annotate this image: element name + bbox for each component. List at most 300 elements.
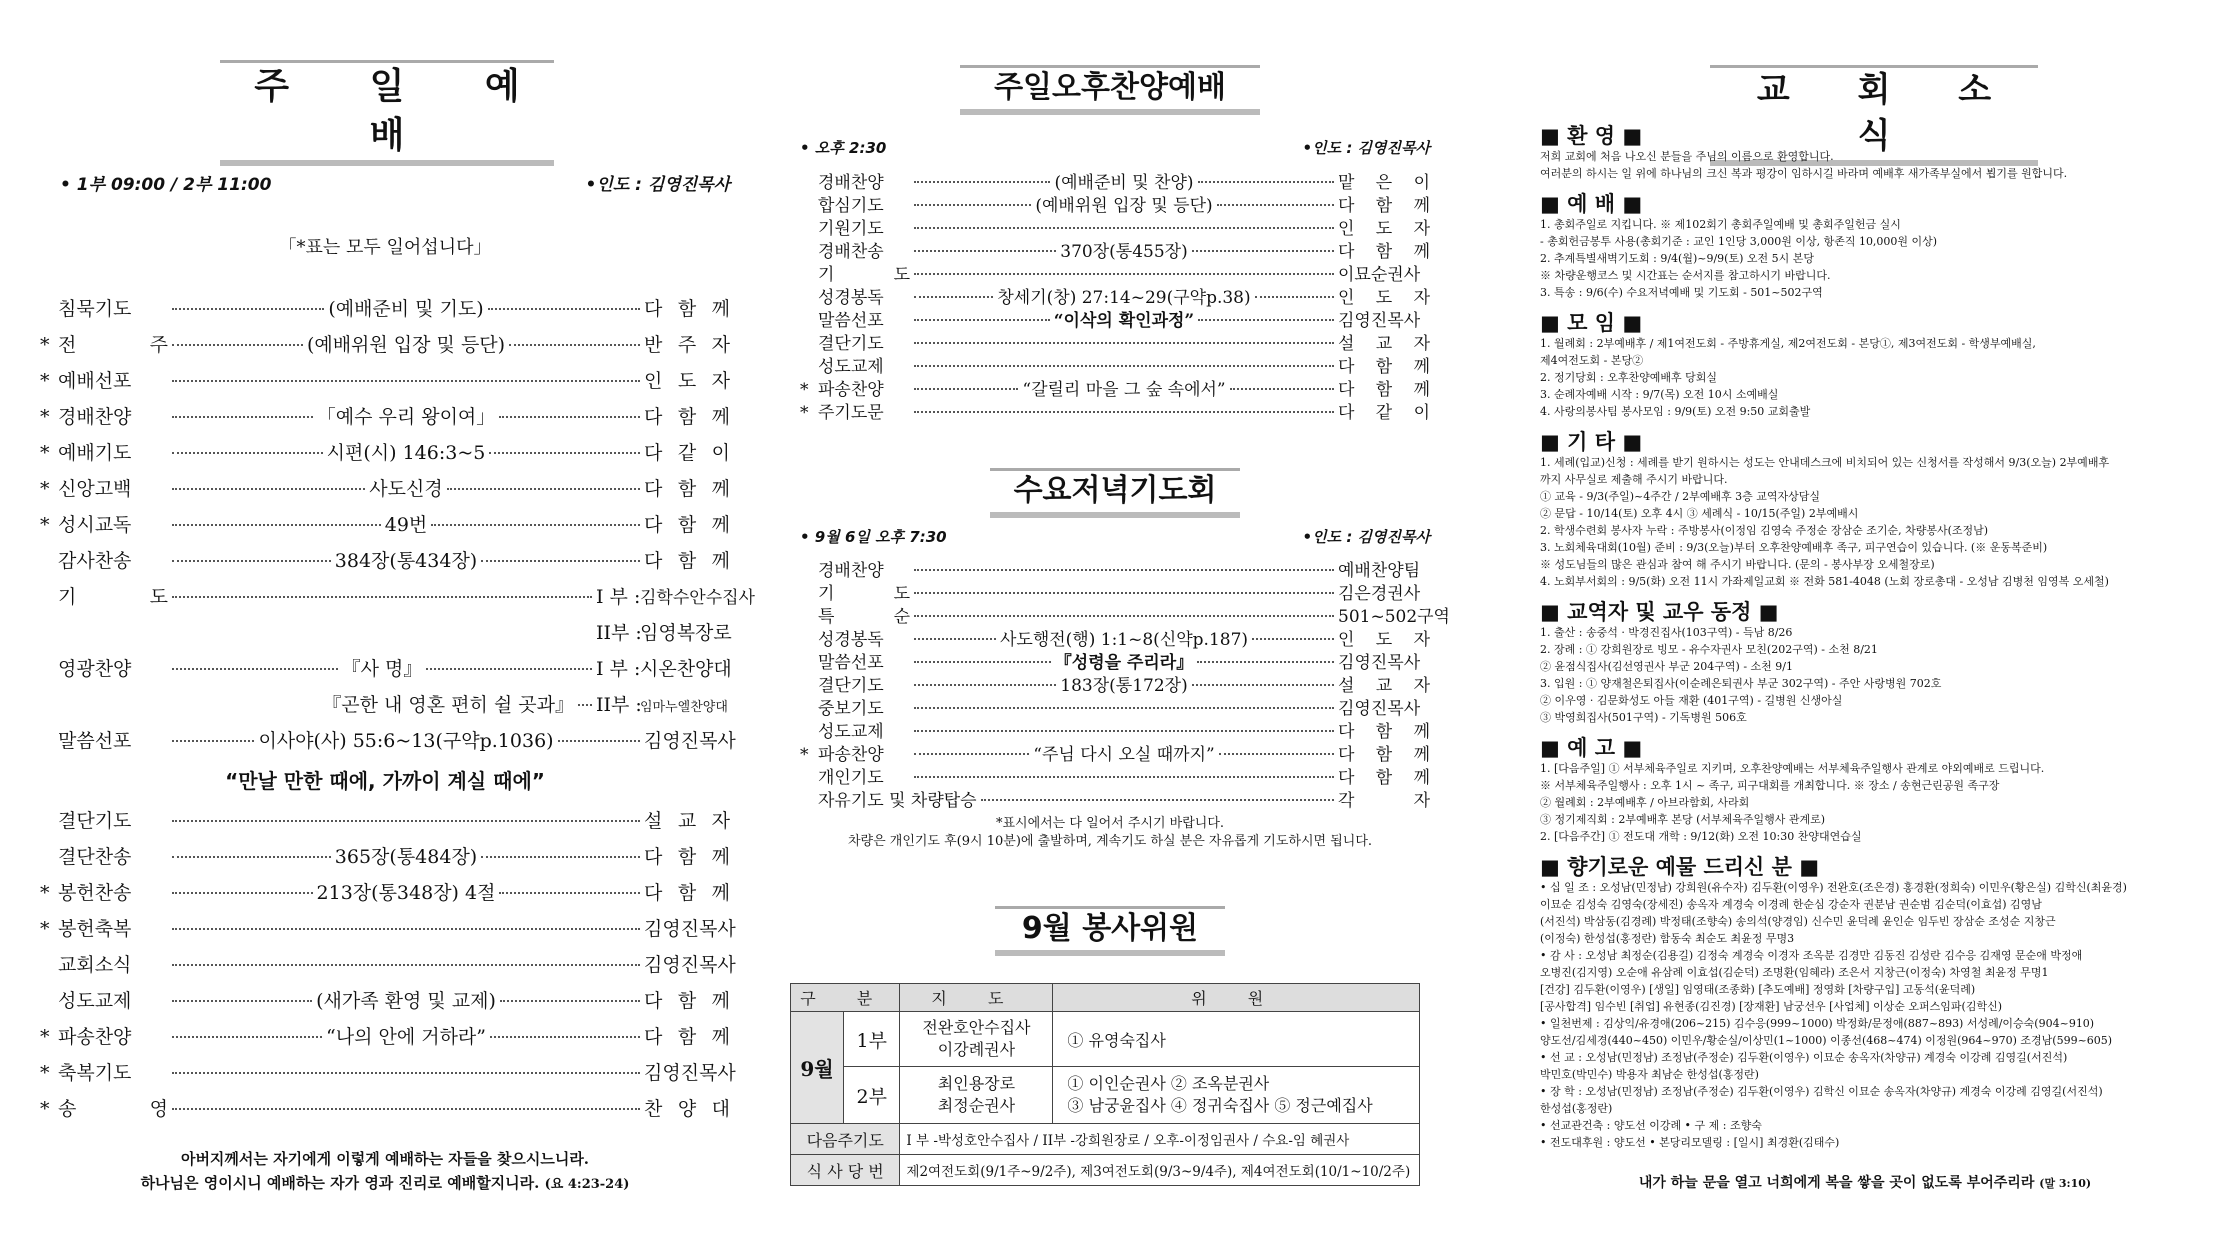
news-line: (서진석) 박삼동(김경례) 박정태(조향숙) 송의석(양경임) 신수민 윤덕례 윤인순 임두빈 장삼순 조성순 지창근 xyxy=(1540,915,2056,928)
order-item-name: 결단기도 xyxy=(818,334,884,354)
order-row xyxy=(800,556,1430,579)
order-item-leader: 설 교 자 xyxy=(1338,676,1430,696)
dotted-leader xyxy=(172,928,640,930)
order-item-leader: 찬 양 대 xyxy=(644,1098,730,1120)
dotted-leader xyxy=(172,344,303,346)
next-prayer-value: I 부 -박성호안수집사 / II부 -강희원장로 / 오후-이정임권사 / 수요-임 혜권사 xyxy=(900,1124,1420,1155)
dotted-leader xyxy=(499,892,640,894)
news-line: 여러분의 하시는 일 위에 하나님의 크신 복과 평강이 임하시길 바라며 예배후 새가족부실에서 뵙기를 원합니다. xyxy=(1540,167,2068,180)
dotted-leader xyxy=(172,668,338,670)
dotted-leader xyxy=(914,661,1051,663)
order-item-content: (예배준비 및 찬양) xyxy=(1054,173,1194,193)
choir-part1-label: I 부 : xyxy=(596,658,641,680)
order-row xyxy=(40,950,736,986)
order-item-name: 경배찬양 xyxy=(818,561,884,581)
dotted-leader xyxy=(172,524,381,526)
news-line: 2. 장례 : ① 강희원장로 빙모 - 유수자권사 모친(202구역) - 소천 8/21 xyxy=(1540,643,1878,656)
standing-note-2: *표시에서는 다 일어서 주시기 바랍니다. xyxy=(995,816,1225,831)
news-line: 2. 학생수련회 봉사자 누락 : 주방봉사(이정임 김영숙 주정순 장삼순 조기순, 차량봉사(조정남) xyxy=(1540,524,1989,537)
order-item-leader: 설 교 자 xyxy=(644,810,730,832)
order-row xyxy=(800,214,1430,237)
dotted-leader xyxy=(1192,250,1334,252)
dotted-leader xyxy=(558,740,640,742)
dotted-leader xyxy=(481,560,640,562)
order-item-content: 『성령을 주리라』 xyxy=(1054,653,1194,673)
order-item-name: 교회소식 xyxy=(58,954,132,976)
dotted-leader xyxy=(1230,388,1334,390)
standing-mark: * xyxy=(800,745,809,765)
order-item-leader: 김영진목사 xyxy=(1338,653,1421,673)
afternoon-leader: •인도 : 김영진목사 xyxy=(1302,139,1430,157)
order-item-leader: 김영진목사 xyxy=(1338,699,1421,719)
order-row xyxy=(40,806,730,842)
standing-mark: * xyxy=(40,478,50,500)
footer-verse-line2: 하나님은 영이시니 예배하는 자가 영과 진리로 예배할지니라. (요 4:23-24) xyxy=(140,1174,630,1192)
dotted-leader xyxy=(489,452,640,454)
table-row xyxy=(791,1155,1420,1186)
meal-duty-value: 제2여전도회(9/1주~9/2주), 제3여전도회(9/3~9/4주), 제4여전도회(10/1~10/2주) xyxy=(900,1155,1420,1186)
worship-leader: •인도 : 김영진목사 xyxy=(585,175,730,195)
dotted-leader xyxy=(914,388,1018,390)
dotted-leader xyxy=(914,592,1334,594)
order-item-name: 경배찬양 xyxy=(818,173,884,193)
standing-mark: * xyxy=(40,406,50,428)
news-section-heading: ■ 기 타 ■ xyxy=(1540,430,1643,454)
news-line: ※ 차량운행코스 및 시간표는 순서지를 참고하시기 바랍니다. xyxy=(1540,269,1831,282)
order-row xyxy=(40,726,736,762)
news-line: ※ 서부체육주일행사 : 오후 1시 ~ 족구, 피구대회를 개최합니다. ※ 장소 / 송현근린공원 족구장 xyxy=(1540,779,2000,792)
order-item-name: 성도교제 xyxy=(818,357,884,377)
order-item-leader: 다 함 께 xyxy=(1338,242,1430,262)
order-row xyxy=(800,648,1430,671)
order-item-leader: 인 도 자 xyxy=(1338,288,1431,308)
dotted-leader xyxy=(914,296,993,298)
order-item-leader: 다 같 이 xyxy=(644,442,731,464)
dotted-leader xyxy=(172,308,324,310)
order-item-leader: 인 도 자 xyxy=(644,370,730,392)
order-row xyxy=(40,1058,736,1094)
order-item-leader: 김영진목사 xyxy=(644,954,736,976)
dotted-leader xyxy=(172,596,592,598)
dotted-leader xyxy=(914,204,1031,206)
order-item-content: 창세기(창) 27:14~29(구약p.38) xyxy=(997,288,1251,308)
order-item-name: 성도교제 xyxy=(818,722,884,742)
order-item-content: (새가족 환영 및 교제) xyxy=(316,990,496,1012)
order-item-name: 예배선포 xyxy=(58,370,132,392)
order-row xyxy=(40,986,730,1022)
month-cell: 9월 xyxy=(791,1012,844,1124)
order-item-content: 49번 xyxy=(384,514,428,536)
news-line: 2. [다음주간] ① 전도대 개학 : 9/12(화) 오전 10:30 찬양대연습실 xyxy=(1540,830,1862,843)
news-line: 3. 순례자예배 시작 : 9/7(목) 오전 10시 소예배실 xyxy=(1540,388,1779,401)
worship-times: • 1부 09:00 / 2부 11:00 xyxy=(60,175,272,195)
news-section-heading: ■ 환 영 ■ xyxy=(1540,124,1643,148)
dotted-leader xyxy=(914,273,1334,275)
choir-part2-label: II부 : xyxy=(596,694,642,716)
dotted-leader xyxy=(1198,319,1334,321)
order-item-leader: 501~502구역 xyxy=(1338,607,1450,627)
order-item-leader: 다 함 께 xyxy=(644,478,731,500)
header-division: 구 분 xyxy=(791,984,900,1012)
news-line: 2. 정기당회 : 오후찬양예배후 당회실 xyxy=(1540,371,1717,384)
order-item-name: 기원기도 xyxy=(818,219,884,239)
dotted-leader xyxy=(914,411,1334,413)
news-line: [공사합격] 임수빈 [취업] 유현종(김진경) [장재환] 남궁선우 [사업체] 이상순 오퍼스임파(김학신) xyxy=(1540,1000,2003,1013)
order-item-content: “나의 안에 거하라” xyxy=(326,1026,486,1048)
dotted-leader xyxy=(914,365,1334,367)
prayer-part1-leader: 김학수안수집사 xyxy=(640,588,755,608)
order-row xyxy=(40,914,736,950)
news-section-heading: ■ 예 배 ■ xyxy=(1540,192,1643,216)
standing-mark: * xyxy=(40,442,50,464)
dotted-leader xyxy=(172,1108,640,1110)
prayer-part2-leader: 임영복장로 xyxy=(640,622,732,644)
order-item-name: 주기도문 xyxy=(818,403,884,423)
order-row xyxy=(800,352,1430,375)
order-item-content: “이삭의 확인과정” xyxy=(1053,311,1195,331)
sunday-worship-column xyxy=(40,0,755,1240)
standing-mark: * xyxy=(40,1098,50,1120)
standing-mark: * xyxy=(40,514,50,536)
news-line: • 장 학 : 오성남(민정남) 조정남(주정순) 김두환(이영우) 김학신 이묘순 송옥자(차양규) 계경숙 이강례 김영길(서진석) xyxy=(1540,1085,2103,1098)
order-item-content: 사도행전(행) 1:1~8(신약p.187) xyxy=(999,630,1249,650)
part1-guide: 전완호안수집사 이강례권사 xyxy=(900,1012,1053,1067)
order-item-leader: 다 함 께 xyxy=(644,298,731,320)
news-line: 4. 노회부서회의 : 9/5(화) 오전 11시 가좌제일교회 ※ 전화 581-4048 (노회 장로총대 - 오성남 김병천 임영복 오세철) xyxy=(1540,575,2109,588)
standing-mark: * xyxy=(40,370,50,392)
order-row xyxy=(800,786,1430,809)
order-row xyxy=(40,1094,730,1130)
news-line: • 감 사 : 오성남 최정순(김용길) 김정숙 계경숙 이경자 조옥분 김경만 김동진 김성란 김수응 김재영 문순애 박정애 xyxy=(1540,949,2083,962)
order-item-name: 감사찬송 xyxy=(58,550,132,572)
order-item-name: 침묵기도 xyxy=(58,298,132,320)
dotted-leader xyxy=(914,181,1050,183)
dotted-leader xyxy=(172,1036,322,1038)
standing-mark: * xyxy=(40,334,50,356)
order-row xyxy=(40,546,730,582)
order-item-content: 이사야(사) 55:6~13(구약p.1036) xyxy=(258,730,554,752)
order-row xyxy=(800,168,1430,191)
order-row xyxy=(800,306,1430,329)
table-row xyxy=(791,1124,1420,1155)
order-item-leader: 다 함 께 xyxy=(1338,768,1430,788)
order-item-content: 370장(통455장) xyxy=(1060,242,1188,262)
order-item-name: 말씀선포 xyxy=(818,311,884,331)
news-line: ③ 박영희집사(501구역) - 기독병원 506호 xyxy=(1540,711,1747,724)
order-row xyxy=(40,1022,730,1058)
order-item-leader: 예배찬양팀 xyxy=(1338,561,1421,581)
news-line: [건강] 김두환(이영우) [생일] 임영태(조종화) [추도예배] 정영화 [차량구입] 고동석(윤덕례) xyxy=(1540,983,1976,996)
order-row xyxy=(800,671,1430,694)
order-item-leader: 각 자 xyxy=(1338,791,1430,811)
order-item-name: 개인기도 xyxy=(818,768,884,788)
part2-cell: 2부 xyxy=(844,1067,900,1124)
order-row xyxy=(40,510,730,546)
order-item-content: 213장(통348장) 4절 xyxy=(316,882,496,904)
news-line: 한성섭(홍정란) xyxy=(1540,1102,1613,1115)
part2-members: ① 이인순권사 ② 조옥분권사 ③ 남궁윤집사 ④ 정귀숙집사 ⑤ 정근예집사 xyxy=(1053,1067,1420,1124)
news-line: ③ 정기제직회 : 2부예배후 본당 (서부체육주일행사 관계로) xyxy=(1540,813,1826,826)
order-item-content: 183장(통172장) xyxy=(1060,676,1188,696)
news-section-heading: ■ 향기로운 예물 드리신 분 ■ xyxy=(1540,855,1820,879)
news-line: ② 문답 - 10/14(토) 오후 4시 ③ 세례식 - 10/15(주일) 2부예배시 xyxy=(1540,507,1859,520)
news-line: 저희 교회에 처음 나오신 분들을 주님의 이름으로 환영합니다. xyxy=(1540,150,1834,163)
news-line: - 총회헌금봉투 사용(총회기준 : 교인 1인당 3,000원 이상, 항존직 10,000원 이상) xyxy=(1540,235,1938,248)
vehicle-note: 차량은 개인기도 후(9시 10분)에 출발하며, 계속기도 하실 분은 자유롭게 기도하시면 됩니다. xyxy=(847,834,1373,849)
order-item-leader: 다 함 께 xyxy=(644,1026,731,1048)
order-item-name: 봉헌축복 xyxy=(58,918,132,940)
dotted-leader xyxy=(914,569,1334,571)
afternoon-column xyxy=(790,0,1450,1240)
news-line: • 선교관건축 : 양도선 이강례 • 구 제 : 조향숙 xyxy=(1540,1119,1762,1132)
news-line: ② 윤점식집사(김선영권사 부군 204구역) - 소천 9/1 xyxy=(1540,660,1793,673)
part1-cell: 1부 xyxy=(844,1012,900,1067)
order-row xyxy=(800,602,1450,627)
next-prayer-label: 다음주기도 xyxy=(791,1124,900,1155)
dotted-leader xyxy=(1198,181,1334,183)
choir-part2-name: 임마누엘찬양대 xyxy=(640,700,728,715)
order-row xyxy=(40,690,730,726)
dotted-leader xyxy=(172,1072,640,1074)
dotted-leader xyxy=(172,856,331,858)
order-item-name: 자유기도 및 차량탑승 xyxy=(818,791,977,811)
news-line: 3. 입원 : ① 양재철은퇴집사(이순례은퇴권사 부군 302구역) - 주안 사랑병원 702호 xyxy=(1540,677,1942,690)
order-item-name: 파송찬양 xyxy=(58,1026,132,1048)
order-item-name: 신앙고백 xyxy=(58,478,132,500)
standing-mark: * xyxy=(40,1026,50,1048)
church-news-title: 교 회 소 식 xyxy=(1710,65,2038,166)
choir-song-1: 『사 명』 xyxy=(341,658,423,680)
order-item-content: 시편(시) 146:3~5 xyxy=(326,442,486,464)
afternoon-time: • 오후 2:30 xyxy=(800,139,887,157)
order-item-leader: 다 함 께 xyxy=(644,550,731,572)
order-item-content: “주님 다시 오실 때까지” xyxy=(1033,745,1215,765)
news-line: • 선 교 : 오성남(민정남) 조정남(주정순) 김두환(이영우) 이묘순 송옥자(차양규) 계경숙 이강례 김영길(서진석) xyxy=(1540,1051,2068,1064)
dotted-leader xyxy=(914,250,1056,252)
dotted-leader xyxy=(172,1000,312,1002)
order-row xyxy=(40,330,730,366)
dotted-leader xyxy=(431,524,640,526)
news-line: 3. 노회체육대회(10월) 준비 : 9/3(오늘)부터 오후찬양예배후 족구, 피구연습이 있습니다. (※ 운동복준비) xyxy=(1540,541,2048,554)
order-row xyxy=(40,438,730,474)
order-row xyxy=(800,625,1430,648)
table-row xyxy=(791,1012,1420,1067)
dotted-leader xyxy=(499,416,640,418)
order-item-leader: 이묘순권사 xyxy=(1338,265,1421,285)
order-item-name: 말씀선포 xyxy=(818,653,884,673)
september-volunteers-title: 9월 봉사위원 xyxy=(995,906,1225,956)
order-item-name: 성경봉독 xyxy=(818,630,884,650)
order-row xyxy=(40,366,730,402)
order-row xyxy=(800,398,1430,421)
news-line: • 전도대후원 : 양도선 • 본당리모델링 : [일시] 최경환(김태수) xyxy=(1540,1136,1840,1149)
order-item-name: 특 순 xyxy=(818,607,910,627)
prayer-part1-label: I 부 : xyxy=(596,586,641,608)
news-line: 1. 총회주일로 지킵니다. ※ 제102회기 총회주일예배 및 총회주일헌금 실시 xyxy=(1540,218,1901,231)
dotted-leader xyxy=(172,892,313,894)
order-row xyxy=(800,260,1430,283)
dotted-leader xyxy=(481,856,640,858)
order-item-leader: 다 함 께 xyxy=(1338,357,1430,377)
volunteers-table xyxy=(790,983,1420,1186)
table-header-row xyxy=(791,984,1420,1012)
order-item-leader: 김영진목사 xyxy=(644,918,736,940)
standing-mark: * xyxy=(40,1062,50,1084)
news-line: ※ 성도님들의 많은 관심과 참여 해 주시기 바랍니다. (문의 - 봉사부장 오세철장로) xyxy=(1540,558,1935,571)
dotted-leader xyxy=(172,452,323,454)
standing-mark: * xyxy=(40,918,50,940)
order-item-leader: 다 함 께 xyxy=(1338,745,1430,765)
dotted-leader xyxy=(172,380,640,382)
order-row xyxy=(40,878,730,914)
order-item-leader: 김은경권사 xyxy=(1338,584,1421,604)
order-item-name: 영광찬양 xyxy=(58,658,132,680)
order-item-leader: 인 도 자 xyxy=(1338,219,1430,239)
dotted-leader xyxy=(914,730,1334,732)
order-item-name: 결단기도 xyxy=(818,676,884,696)
dotted-leader xyxy=(1255,296,1334,298)
order-item-content: “갈릴리 마을 그 숲 속에서” xyxy=(1022,380,1226,400)
news-line: 제4여전도회 - 본당② xyxy=(1540,354,1644,367)
order-item-name: 성시교독 xyxy=(58,514,132,536)
dotted-leader xyxy=(914,684,1056,686)
news-section-heading: ■ 모 임 ■ xyxy=(1540,311,1643,335)
news-line: 1. 출산 : 송중석 · 박경진집사(103구역) - 득남 8/26 xyxy=(1540,626,1793,639)
dotted-leader xyxy=(172,416,313,418)
order-item-leader: 반 주 자 xyxy=(644,334,731,356)
news-line: 3. 특송 : 9/6(수) 수요저녁예배 및 기도회 - 501~502구역 xyxy=(1540,286,1823,299)
news-line: 4. 사랑의봉사팀 봉사모임 : 9/9(토) 오전 9:50 교회출발 xyxy=(1540,405,1811,418)
order-item-content: (예배위원 입장 및 등단) xyxy=(1035,196,1213,216)
standing-note: 「*표는 모두 일어섭니다」 xyxy=(278,237,492,258)
dotted-leader xyxy=(172,964,640,966)
part2-guide: 최인용장로 최정순권사 xyxy=(900,1067,1053,1124)
order-row xyxy=(800,191,1430,214)
order-item-leader: 다 함 께 xyxy=(1338,196,1430,216)
order-row xyxy=(40,654,730,690)
news-line: 1. 세례(입교)신청 : 세례를 받기 원하시는 성도는 안내데스크에 비치되어 있는 신청서를 작성해서 9/3(오늘) 2부예배후 xyxy=(1540,456,2110,469)
news-line: ② 이우영 · 김문화성도 아들 재환 (401구역) - 길병원 신생아실 xyxy=(1540,694,1843,707)
meal-duty-label: 식 사 당 번 xyxy=(791,1155,900,1186)
dotted-leader xyxy=(1197,661,1334,663)
dotted-leader xyxy=(578,704,592,706)
order-item-name: 기 도 xyxy=(818,265,910,285)
order-row xyxy=(800,283,1430,306)
order-item-name: 축복기도 xyxy=(58,1062,132,1084)
part1-members: ① 유영숙집사 xyxy=(1053,1012,1420,1067)
prayer-part2-label: II부 : xyxy=(596,622,642,644)
afternoon-worship-title: 주일오후찬양예배 xyxy=(960,65,1260,115)
dotted-leader xyxy=(914,615,1334,617)
dotted-leader xyxy=(172,560,331,562)
dotted-leader xyxy=(914,227,1334,229)
order-item-leader: 다 같 이 xyxy=(1338,403,1430,423)
dotted-leader xyxy=(981,799,1334,801)
dotted-leader xyxy=(914,342,1334,344)
standing-mark: * xyxy=(40,882,50,904)
dotted-leader xyxy=(914,753,1029,755)
order-item-leader: 다 함 께 xyxy=(644,990,730,1012)
order-row xyxy=(800,579,1430,602)
order-item-leader: 다 함 께 xyxy=(644,406,730,428)
dotted-leader xyxy=(1217,204,1334,206)
order-item-leader: 김영진목사 xyxy=(644,730,736,752)
dotted-leader xyxy=(172,820,640,822)
order-item-name: 경배찬양 xyxy=(58,406,132,428)
header-members: 위 원 xyxy=(1053,984,1420,1012)
order-row xyxy=(40,402,730,438)
order-item-leader: 맡 은 이 xyxy=(1338,173,1430,193)
order-item-name: 파송찬양 xyxy=(818,745,884,765)
news-line: 박민호(박민수) 박용자 최남순 한성섭(홍정란) xyxy=(1540,1068,1759,1081)
choir-song-2: 『곤한 내 영혼 편히 쉴 곳과』 xyxy=(322,694,574,716)
news-line: 2. 추계특별새벽기도회 : 9/4(월)~9/9(토) 오전 5시 본당 xyxy=(1540,252,1814,265)
dotted-leader xyxy=(500,1000,640,1002)
order-item-content: 사도신경 xyxy=(369,478,443,500)
order-row xyxy=(800,237,1430,260)
dotted-leader xyxy=(1219,753,1334,755)
order-row xyxy=(40,842,730,878)
order-item-content: 「예수 우리 왕이여」 xyxy=(316,406,496,428)
order-item-name: 파송찬양 xyxy=(818,380,884,400)
order-item-name: 경배찬송 xyxy=(818,242,884,262)
dotted-leader xyxy=(1192,684,1334,686)
news-line: 양도선/김세경(440~450) 이민우/황순실/이상민(1~1000) 이종선(468~474) 이정원(964~970) 조경남(599~605) xyxy=(1540,1034,2113,1047)
choir-part1-name: 시온찬양대 xyxy=(640,658,732,680)
wednesday-leader: •인도 : 김영진목사 xyxy=(1302,528,1430,546)
footer-verse-line1: 아버지께서는 자기에게 이렇게 예배하는 자들을 찾으시느니라. xyxy=(180,1150,590,1168)
order-item-name: 예배기도 xyxy=(58,442,132,464)
order-item-leader: 다 함 께 xyxy=(1338,722,1430,742)
order-item-name: 성경봉독 xyxy=(818,288,884,308)
dotted-leader xyxy=(914,319,1050,321)
order-row xyxy=(40,294,730,330)
order-item-name: 봉헌찬송 xyxy=(58,882,132,904)
sunday-sermon-title: “만날 만한 때에, 가까이 계실 때에” xyxy=(225,769,545,793)
news-line: 1. 월례회 : 2부예배후 / 제1여전도회 - 주방휴게실, 제2여전도회 - 본당①, 제3여전도회 - 학생부예배실, xyxy=(1540,337,2036,350)
order-item-leader: 김영진목사 xyxy=(1338,311,1421,331)
order-item-content: 365장(통484장) xyxy=(334,846,478,868)
order-row xyxy=(800,763,1430,786)
church-news-column xyxy=(1540,0,2190,1240)
dotted-leader xyxy=(447,488,640,490)
news-line: • 십 일 조 : 오성남(민정남) 강희원(유수자) 김두환(이영우) 전완호(조은경) 홍경환(정희숙) 이민우(황은실) 김학신(최윤경) xyxy=(1540,881,2127,894)
news-line: (이정숙) 한성섭(홍정란) 함동숙 최순도 최윤정 무명3 xyxy=(1540,932,1795,945)
order-item-name: 결단기도 xyxy=(58,810,132,832)
sunday-worship-title: 주 일 예 배 xyxy=(220,60,554,166)
order-row xyxy=(800,329,1430,352)
order-item-content: 384장(통434장) xyxy=(334,550,478,572)
dotted-leader xyxy=(490,1036,640,1038)
header-guide: 지 도 xyxy=(900,984,1053,1012)
order-row xyxy=(800,717,1430,740)
dotted-leader xyxy=(426,668,592,670)
order-item-name: 기 도 xyxy=(818,584,910,604)
order-item-name: 전 주 xyxy=(58,334,168,356)
dotted-leader xyxy=(1252,638,1334,640)
news-line: • 일천번제 : 김상익/유경애(206~215) 김수응(999~1000) 박정화/문정애(887~893) 서성례/이승숙(904~910) xyxy=(1540,1017,2095,1030)
order-item-leader: 다 함 께 xyxy=(644,882,730,904)
dotted-leader xyxy=(914,707,1334,709)
order-item-content: (예배준비 및 기도) xyxy=(328,298,484,320)
news-line: 이묘순 김성숙 김영숙(장세진) 송옥자 계경숙 이경례 한순심 강순자 권분남 권순범 김순덕(이효섭) 김영남 xyxy=(1540,898,2042,911)
order-row xyxy=(800,694,1430,717)
news-section-heading: ■ 교역자 및 교우 동정 ■ xyxy=(1540,600,1779,624)
dotted-leader xyxy=(914,638,996,640)
order-row xyxy=(40,582,755,618)
standing-mark: * xyxy=(800,380,809,400)
order-row xyxy=(800,740,1430,763)
